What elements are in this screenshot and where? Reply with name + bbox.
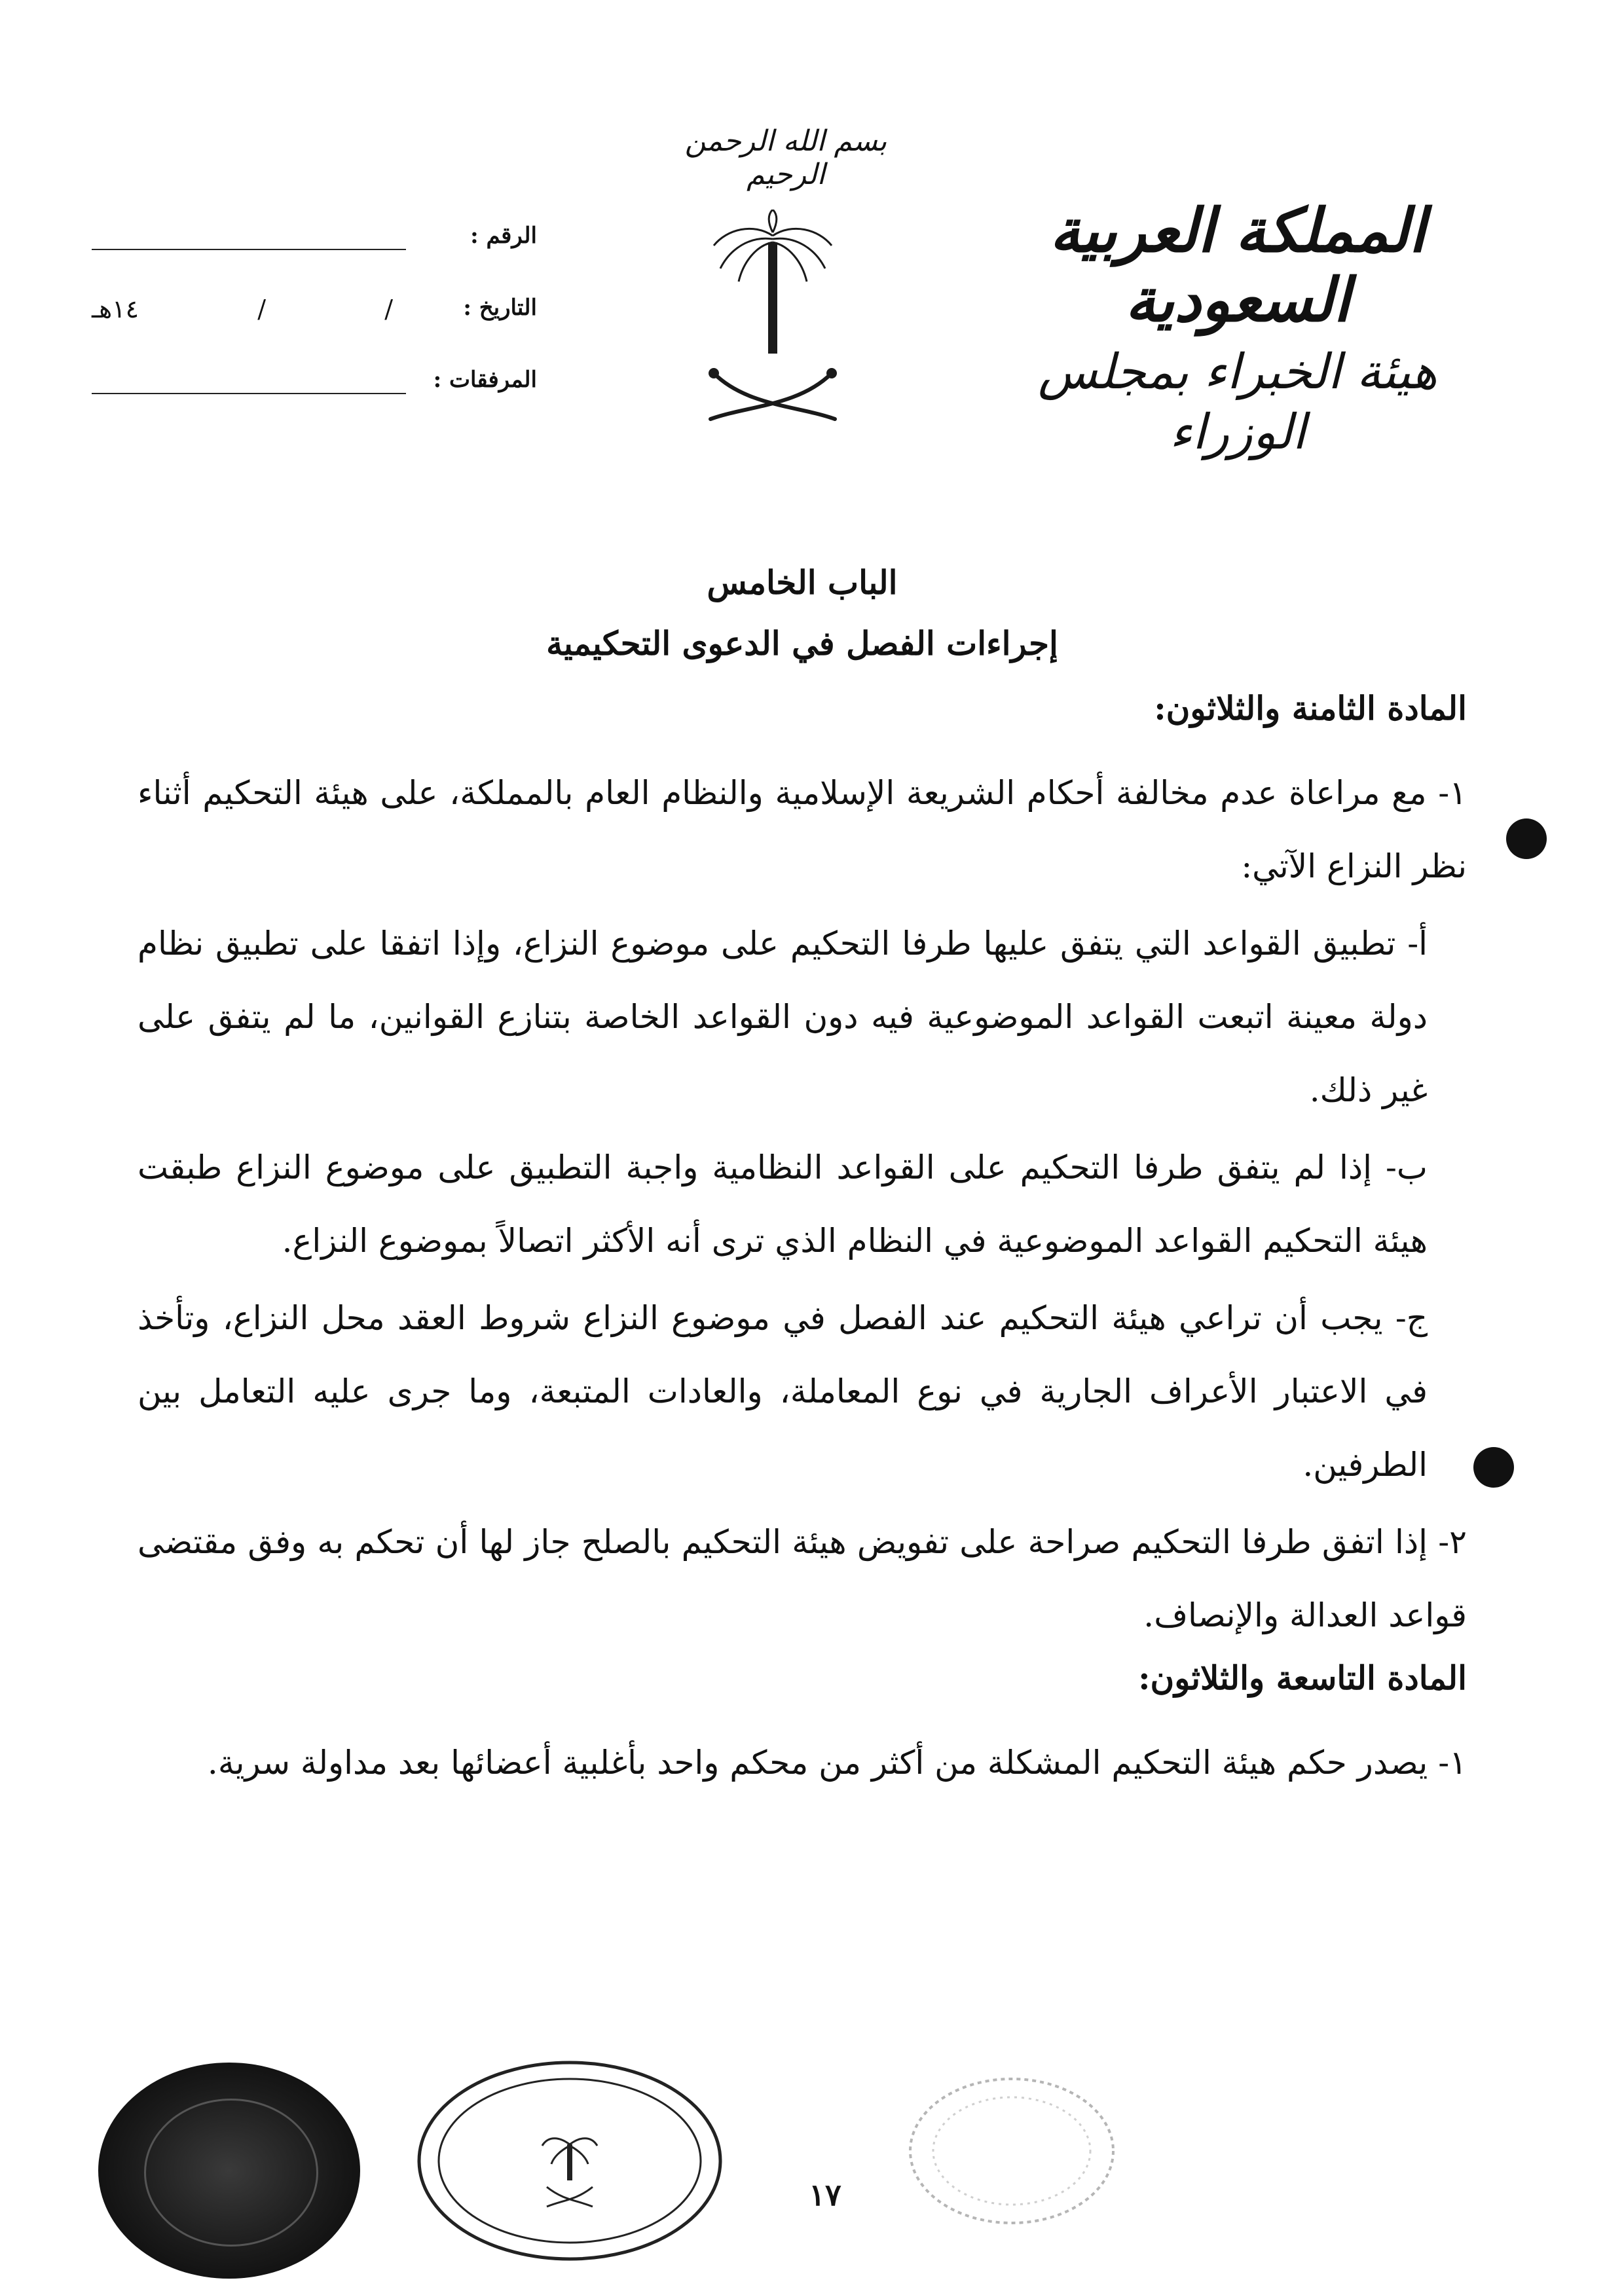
article-38-clause-1b: ب- إذا لم يتفق طرفا التحكيم على القواعد النظامية واجبة التطبيق على موضوع النزاع طبقت هيئة التحكيم القواعد الموضوعية في النظام الذي ترى أنه الأكثر اتصالاً بموضوع النزاع. (138, 1148, 1428, 1260)
article-38-clause-1a: أ- تطبيق القواعد التي يتفق عليها طرفا التحكيم على موضوع النزاع، وإذا اتفقا على تطبيق نظام دولة معينة اتبعت القواعد الموضوعية فيه دون القواعد الخاصة بتنازع القوانين، ما لم يتفق على غير ذلك. (138, 925, 1428, 1109)
palm-swords-emblem (694, 210, 851, 432)
authority-name: هيئة الخبراء بمجلس الوزراء (1038, 343, 1437, 461)
date-label: التاريخ : (463, 295, 537, 321)
article-38-clause-2: ٢- إذا اتفق طرفا التحكيم صراحة على تفويض هيئة التحكيم بالصلح جاز لها أن تحكم به وفق مقتضى قواعد العدالة والإنصاف. (138, 1523, 1467, 1634)
date-suffix: ١٤هـ (92, 295, 139, 323)
document-body (138, 563, 1467, 1803)
letterhead (969, 196, 1506, 463)
article-38-heading: المادة الثامنة والثلاثون: (1154, 689, 1467, 727)
date-parts (92, 295, 393, 323)
page-number: ١٧ (809, 2177, 841, 2212)
article-38-clause-1: ١- مع مراعاة عدم مخالفة أحكام الشريعة الإسلامية والنظام العام بالمملكة، على هيئة التحكيم أثناء نظر النزاع الآتي: (138, 774, 1467, 885)
punch-hole-mark-1 (1506, 818, 1547, 859)
date-row (92, 295, 537, 334)
date-slash-2: / (257, 295, 266, 323)
faint-stamp (904, 2072, 1120, 2230)
official-stamp (413, 2056, 727, 2266)
attachments-line (92, 393, 406, 394)
reference-label: الرقم : (470, 223, 537, 249)
chapter-title: الباب الخامس (707, 563, 898, 602)
article-38-clause-1c: ج- يجب أن تراعي هيئة التحكيم عند الفصل في موضوع النزاع شروط العقد محل النزاع، وتأخذ في الاعتبار الأعراف الجارية في نوع المعاملة، والعادات المتبعة، وما جرى عليه التعامل بين الطرفين. (138, 1299, 1428, 1484)
date-slash-1: / (384, 295, 393, 323)
reference-row (92, 223, 537, 262)
kingdom-name: المملكة العربية السعودية (1049, 195, 1426, 335)
dark-seal (98, 2063, 360, 2279)
dark-seal-inner-ring (144, 2099, 318, 2247)
basmala: بسم الله الرحمن الرحيم (684, 124, 887, 191)
chapter-subtitle: إجراءات الفصل في الدعوى التحكيمية (546, 624, 1058, 663)
article-39-heading: المادة التاسعة والثلاثون: (1138, 1659, 1467, 1697)
reference-line (92, 249, 406, 250)
article-39-clause-1: ١- يصدر حكم هيئة التحكيم المشكلة من أكثر من محكم واحد بأغلبية أعضائها بعد مداولة سرية. (207, 1744, 1467, 1782)
attachments-row (92, 367, 537, 406)
attachments-label: المرفقات : (433, 367, 537, 393)
punch-hole-mark-2 (1473, 1447, 1514, 1488)
